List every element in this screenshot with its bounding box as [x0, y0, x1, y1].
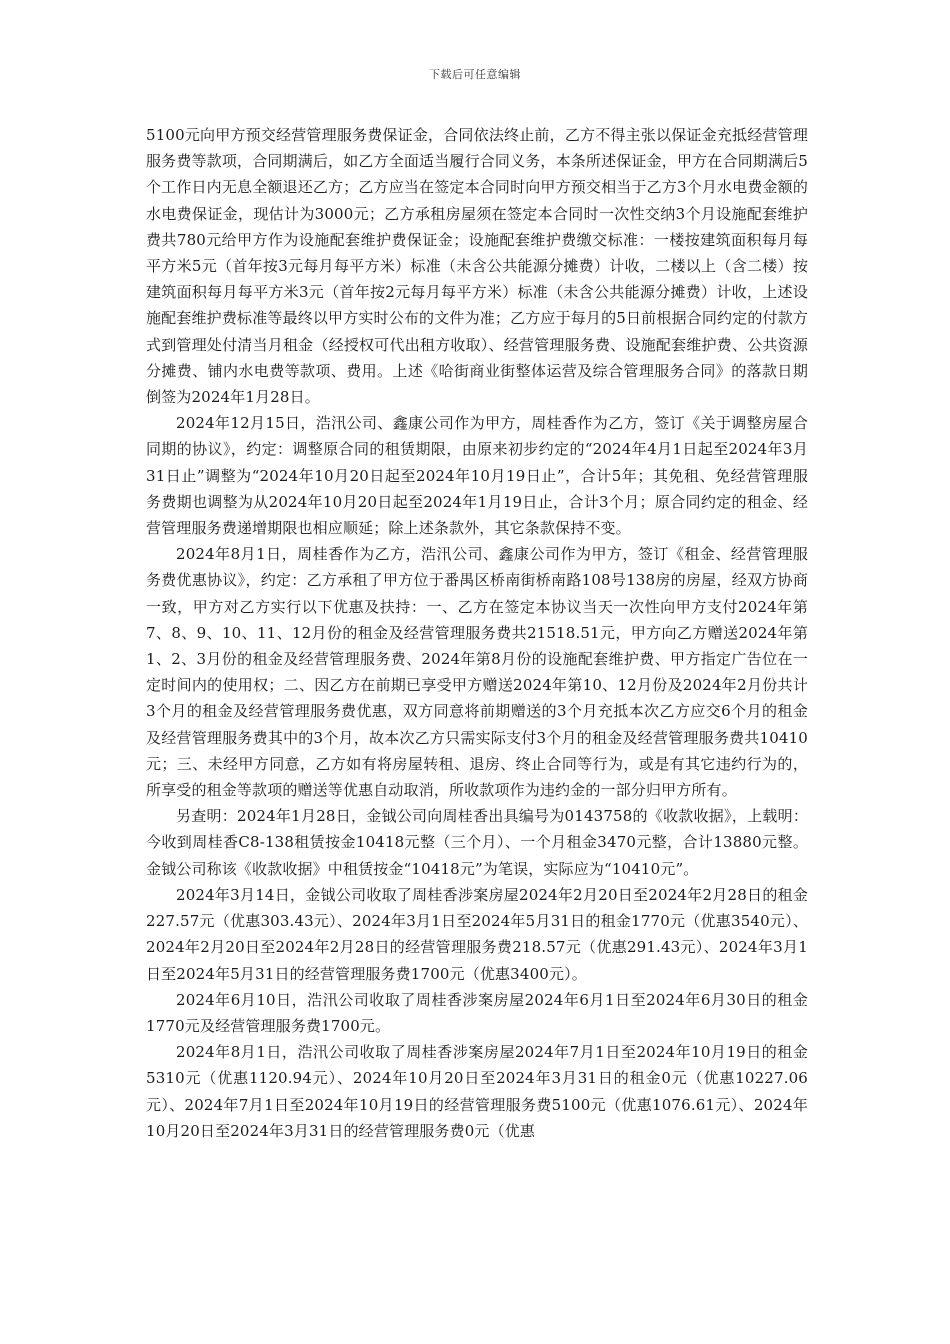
paragraph-5: 2024年3月14日，金钺公司收取了周桂香涉案房屋2024年2月20日至2024年2月28日的租金227.57元（优惠303.43元）、2024年3月1日至2024年5月31日的租金1770元（优惠3540元）、2024年2月20日至2024年2月28日的经营管理服务费218.57元（优惠291.43元）、2024年3月1日至2024年5月31日的经营管理服务费1700元（优惠3400元）。 [146, 885, 808, 983]
paragraph-2: 2024年12月15日，浩汛公司、鑫康公司作为甲方，周桂香作为乙方，签订《关于调整房屋合同期的协议》，约定：调整原合同的租赁期限，由原来初步约定的“2024年4月1日起至2024年3月31日止”调整为“2024年10月20日起至2024年10月19日止”，合计5年；其免租、免经营管理服务费期也调整为从2024年10月20日起至2024年1月19日止，合计3个月；原合同约定的租金、经营管理服务费递增期限也相应顺延；除上述条款外，其它条款保持不变。 [146, 414, 808, 538]
paragraph-6: 2024年6月10日，浩汛公司收取了周桂香涉案房屋2024年6月1日至2024年6月30日的租金1770元及经营管理服务费1700元。 [146, 990, 808, 1035]
document-body [146, 122, 808, 1144]
paragraph-4: 另查明：2024年1月28日，金钺公司向周桂香出具编号为0143758的《收款收据》，上载明：今收到周桂香C8-138租赁按金10418元整（三个月）、一个月租金3470元整，合计13880元整。金钺公司称该《收款收据》中租赁按金“10418元”为笔误，实际应为“10410元”。 [146, 807, 808, 878]
paragraph-1: 5100元向甲方预交经营管理服务费保证金，合同依法终止前，乙方不得主张以保证金充抵经营管理服务费等款项，合同期满后，如乙方全面适当履行合同义务，本条所述保证金，甲方在合同期满后5个工作日内无息全额退还乙方；乙方应当在签定本合同时向甲方预交相当于乙方3个月水电费金额的水电费保证金，现估计为3000元；乙方承租房屋须在签定本合同时一次性交纳3个月设施配套维护费共780元给甲方作为设施配套维护费保证金；设施配套维护费缴交标准：一楼按建筑面积每月每平方米5元（首年按3元每月每平方米）标准（未含公共能源分摊费）计收，二楼以上（含二楼）按建筑面积每月每平方米3元（首年按2元每月每平方米）标准（未含公共能源分摊费）计收，上述设施配套维护费标准等最终以甲方实时公布的文件为准；乙方应于每月的5日前根据合同约定的付款方式到管理处付清当月租金（经授权可代出租方收取）、经营管理服务费、设施配套维护费、公共资源分摊费、铺内水电费等款项、费用。上述《哈街商业街整体运营及综合管理服务合同》的落款日期倒签为2024年1月28日。 [146, 126, 808, 407]
paragraph-7: 2024年8月1日，浩汛公司收取了周桂香涉案房屋2024年7月1日至2024年10月19日的租金5310元（优惠1120.94元）、2024年10月20日至2024年3月31日的租金0元（优惠10227.06元）、2024年7月1日至2024年10月19日的经营管理服务费5100元（优惠1076.61元）、2024年10月20日至2024年3月31日的经营管理服务费0元（优惠 [146, 1043, 808, 1140]
page-header: 下载后可任意编辑 [429, 68, 521, 81]
paragraph-3: 2024年8月1日，周桂香作为乙方，浩汛公司、鑫康公司作为甲方，签订《租金、经营管理服务费优惠协议》，约定：乙方承租了甲方位于番禺区桥南街桥南路108号138房的房屋，经双方协商一致，甲方对乙方实行以下优惠及扶持：一、乙方在签定本协议当天一次性向甲方支付2024年第7、8、9、10、11、12月份的租金及经营管理服务费共21518.51元，甲方向乙方赠送2024年第1、2、3月份的租金及经营管理服务费、2024年第8月份的设施配套维护费、甲方指定广告位在一定时间内的使用权；二、因乙方在前期已享受甲方赠送2024年第10、12月份及2024年2月份共计3个月的租金及经营管理服务费优惠，双方同意将前期赠送的3个月充抵本次乙方应交6个月的租金及经营管理服务费其中的3个月，故本次乙方只需实际支付3个月的租金及经营管理服务费共10410元；三、未经甲方同意，乙方如有将房屋转租、退房、终止合同等行为，或是有其它违约行为的，所享受的租金等款项的赠送等优惠自动取消，所收款项作为违约金的一部分归甲方所有。 [146, 545, 808, 800]
